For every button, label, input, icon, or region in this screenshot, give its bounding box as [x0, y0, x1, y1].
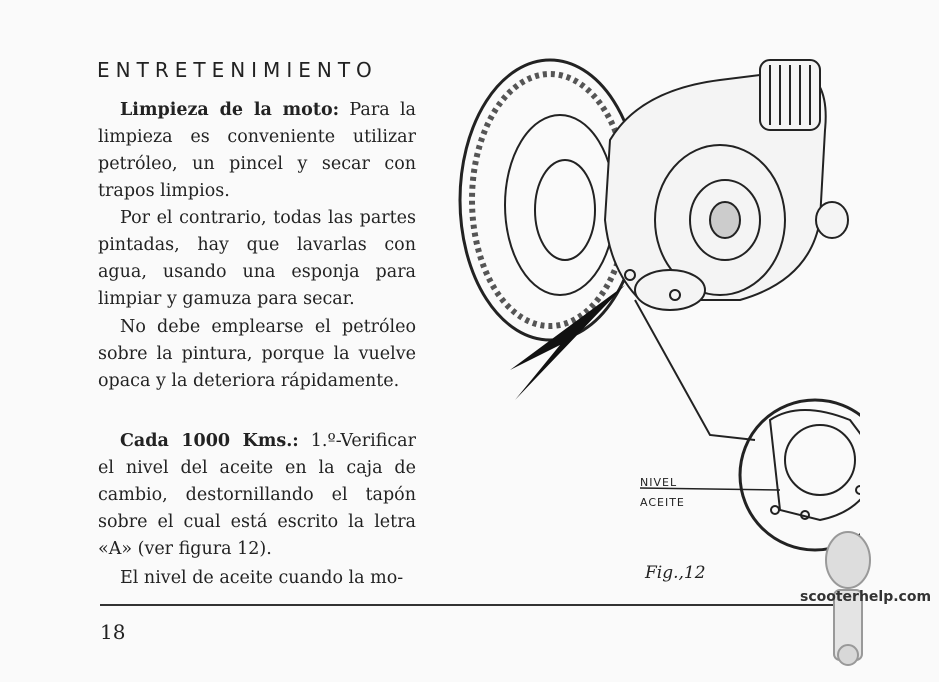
engine-drawing [605, 60, 848, 310]
paragraph-painted-parts [98, 205, 416, 313]
paragraph-cleaning [98, 97, 416, 205]
paragraph-oil-level [98, 565, 416, 592]
figure-caption: Fig.,12 [645, 563, 706, 583]
page-number: 18 [100, 620, 126, 644]
detail-circle [740, 400, 860, 550]
paragraph-lead-cleaning: Limpieza de la moto: [120, 100, 340, 120]
bottom-rule [100, 604, 835, 606]
paragraph-text-1000km: 1.º-Verificar el nivel del aceite en la caja de cambio, destornillando el tapón sobre el cual está escrito la letra «A» (ver figura 12). [98, 431, 416, 559]
paragraph-warning [98, 314, 416, 395]
paragraph-text-cleaning: Para la limpieza es conveniente utilizar petróleo, un pincel y secar con trapos limpios. [98, 100, 416, 201]
paragraph-text-painted: Por el contrario, todas las partes pintadas, hay que lavarlas con agua, usando una esponja para limpiar y gamuza para secar. [98, 208, 416, 309]
pointer-line [635, 300, 755, 440]
watermark: scooterhelp.com [800, 589, 932, 605]
paragraph-1000km [98, 428, 416, 563]
aceite-label: ACEITE [640, 496, 685, 509]
section-heading: ENTRETENIMIENTO [97, 58, 378, 82]
arrow-icon [510, 285, 625, 400]
nivel-label: NIVEL [640, 476, 678, 489]
paragraph-text-oil-level: El nivel de aceite cuando la mo- [120, 568, 404, 588]
paragraph-text-warning: No debe emplearse el petróleo sobre la pintura, porque la vuelve opaca y la deteriora rápidamente. [98, 317, 416, 391]
paragraph-lead-1000km: Cada 1000 Kms.: [120, 431, 299, 451]
